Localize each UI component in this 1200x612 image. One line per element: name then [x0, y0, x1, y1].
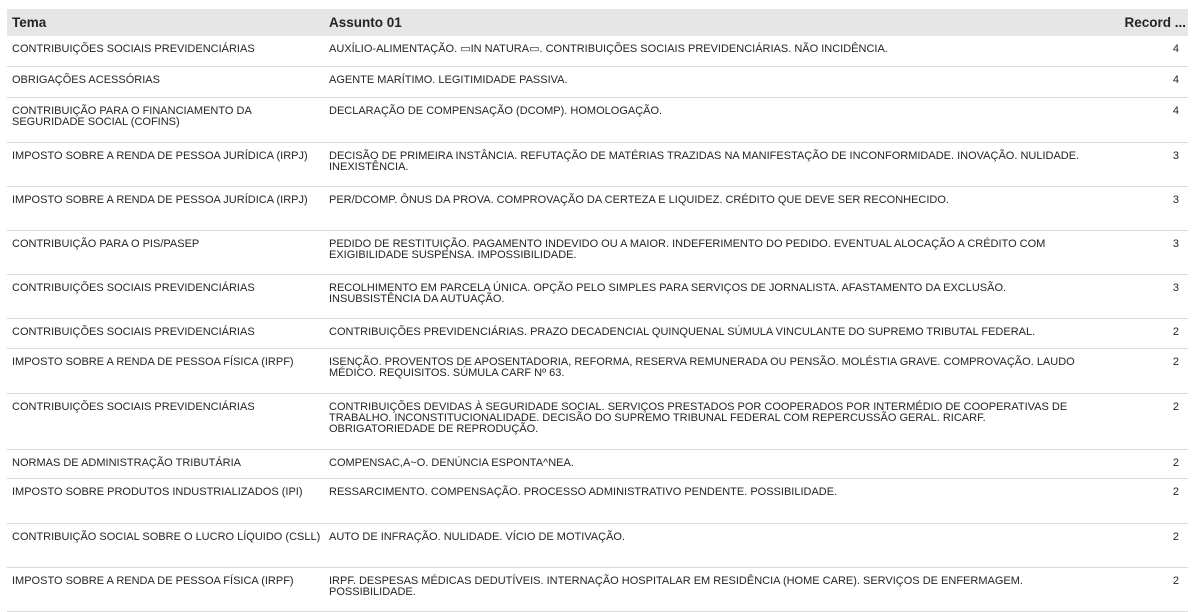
cell-tema: CONTRIBUIÇÕES SOCIAIS PREVIDENCIÁRIAS [12, 282, 255, 294]
cell-record-count: 2 [1172, 575, 1179, 587]
cell-assunto: AUTO DE INFRAÇÃO. NULIDADE. VÍCIO DE MOTIVAÇÃO. [329, 531, 626, 543]
table-row[interactable] [7, 275, 1188, 319]
cell-tema: IMPOSTO SOBRE A RENDA DE PESSOA FÍSICA (IRPF) [12, 356, 294, 368]
cell-record-count: 2 [1172, 486, 1179, 498]
table-body [7, 36, 1188, 612]
table-row[interactable] [7, 98, 1188, 143]
cell-record-count: 2 [1172, 457, 1179, 469]
column-header-assunto[interactable]: Assunto 01 [329, 15, 402, 30]
cell-assunto: DECISÃO DE PRIMEIRA INSTÂNCIA. REFUTAÇÃO DE MATÉRIAS TRAZIDAS NA MANIFESTAÇÃO DE INCONFORMIDADE. INOVAÇÃO. NULIDADE. INEXISTÊNCIA. [329, 150, 1080, 173]
table-row[interactable] [7, 450, 1188, 479]
cell-tema: IMPOSTO SOBRE A RENDA DE PESSOA JURÍDICA (IRPJ) [12, 194, 308, 206]
cell-record-count: 4 [1172, 74, 1179, 86]
table-row[interactable] [7, 524, 1188, 568]
cell-record-count: 3 [1172, 238, 1179, 250]
cell-tema: IMPOSTO SOBRE A RENDA DE PESSOA FÍSICA (IRPF) [12, 575, 294, 587]
cell-record-count: 4 [1172, 105, 1179, 117]
cell-tema: NORMAS DE ADMINISTRAÇÃO TRIBUTÁRIA [12, 457, 241, 469]
table-row[interactable] [7, 143, 1188, 187]
cell-assunto: RECOLHIMENTO EM PARCELA ÚNICA. OPÇÃO PELO SIMPLES PARA SERVIÇOS DE JORNALISTA. AFASTAMENTO DA EXCLUSÃO. INSUBSISTÊNCIA DA AUTUAÇÃO. [329, 282, 1007, 305]
cell-tema: CONTRIBUIÇÕES SOCIAIS PREVIDENCIÁRIAS [12, 326, 255, 338]
table-row[interactable] [7, 349, 1188, 394]
table-row[interactable] [7, 36, 1188, 67]
cell-tema: OBRIGAÇÕES ACESSÓRIAS [12, 74, 160, 86]
table-row[interactable] [7, 568, 1188, 612]
table-header [7, 9, 1188, 36]
table-row[interactable] [7, 67, 1188, 98]
cell-tema: IMPOSTO SOBRE PRODUTOS INDUSTRIALIZADOS (IPI) [12, 486, 303, 498]
cell-record-count: 2 [1172, 356, 1179, 368]
cell-assunto: ISENÇÃO. PROVENTOS DE APOSENTADORIA, REFORMA, RESERVA REMUNERADA OU PENSÃO. MOLÉSTIA GRAVE. COMPROVAÇÃO. LAUDO MÉDICO. REQUISITOS. SÚMULA CARF Nº 63. [329, 356, 1075, 379]
cell-record-count: 3 [1172, 150, 1179, 162]
cell-record-count: 2 [1172, 531, 1179, 543]
cell-record-count: 4 [1172, 43, 1179, 55]
cell-assunto: AGENTE MARÍTIMO. LEGITIMIDADE PASSIVA. [329, 74, 568, 86]
table-row[interactable] [7, 479, 1188, 524]
cell-record-count: 3 [1172, 194, 1179, 206]
cell-record-count: 2 [1172, 401, 1179, 413]
table-row[interactable] [7, 319, 1188, 349]
cell-assunto: PEDIDO DE RESTITUIÇÃO. PAGAMENTO INDEVIDO OU A MAIOR. INDEFERIMENTO DO PEDIDO. EVENTUAL ALOCAÇÃO A CRÉDITO COM EXIGIBILIDADE SUSPENSA. IMPOSSIBILIDADE. [329, 238, 1046, 261]
table-row[interactable] [7, 231, 1188, 275]
cell-assunto: COMPENSAC,A~O. DENÚNCIA ESPONTA^NEA. [329, 457, 574, 469]
data-table [7, 9, 1188, 612]
cell-record-count: 2 [1172, 326, 1179, 338]
cell-tema: CONTRIBUIÇÃO SOCIAL SOBRE O LUCRO LÍQUIDO (CSLL) [12, 531, 321, 543]
cell-tema: CONTRIBUIÇÃO PARA O PIS/PASEP [12, 238, 200, 250]
cell-tema: CONTRIBUIÇÕES SOCIAIS PREVIDENCIÁRIAS [12, 43, 255, 55]
cell-assunto: CONTRIBUIÇÕES PREVIDENCIÁRIAS. PRAZO DECADENCIAL QUINQUENAL SÚMULA VINCULANTE DO SUPREMO TRIBUTAL FEDERAL. [329, 326, 1036, 338]
cell-tema: IMPOSTO SOBRE A RENDA DE PESSOA JURÍDICA (IRPJ) [12, 150, 308, 162]
table-row[interactable] [7, 394, 1188, 450]
column-header-tema[interactable]: Tema [12, 15, 47, 30]
cell-assunto: RESSARCIMENTO. COMPENSAÇÃO. PROCESSO ADMINISTRATIVO PENDENTE. POSSIBILIDADE. [329, 486, 838, 498]
cell-record-count: 3 [1172, 282, 1179, 294]
cell-assunto: DECLARAÇÃO DE COMPENSAÇÃO (DCOMP). HOMOLOGAÇÃO. [329, 105, 663, 117]
cell-assunto: AUXÍLIO-ALIMENTAÇÃO. ▭IN NATURA▭. CONTRIBUIÇÕES SOCIAIS PREVIDENCIÁRIAS. NÃO INCIDÊNCIA. [329, 43, 888, 55]
column-header-record-count[interactable]: Record ... [1124, 15, 1186, 30]
cell-assunto: IRPF. DESPESAS MÉDICAS DEDUTÍVEIS. INTERNAÇÃO HOSPITALAR EM RESIDÊNCIA (HOME CARE). SERVIÇOS DE ENFERMAGEM. POSSIBILIDADE. [329, 575, 1023, 598]
table-row[interactable] [7, 187, 1188, 231]
cell-tema: CONTRIBUIÇÕES SOCIAIS PREVIDENCIÁRIAS [12, 401, 255, 413]
cell-assunto: PER/DCOMP. ÔNUS DA PROVA. COMPROVAÇÃO DA CERTEZA E LIQUIDEZ. CRÉDITO QUE DEVE SER RECONHECIDO. [329, 194, 949, 206]
cell-tema: CONTRIBUIÇÃO PARA O FINANCIAMENTO DA SEGURIDADE SOCIAL (COFINS) [12, 105, 252, 128]
cell-assunto: CONTRIBUIÇÕES DEVIDAS À SEGURIDADE SOCIAL. SERVIÇOS PRESTADOS POR COOPERADOS POR INTERMÉDIO DE COOPERATIVAS DE TRABALHO. INCONSTITUCIONALIDADE. DECISÃO DO SUPREMO TRIBUNAL FEDERAL COM REPERCUSSÃO GERAL. RICARF. OBRIGATORIEDADE DE REPRODUÇÃO. [329, 401, 1068, 435]
